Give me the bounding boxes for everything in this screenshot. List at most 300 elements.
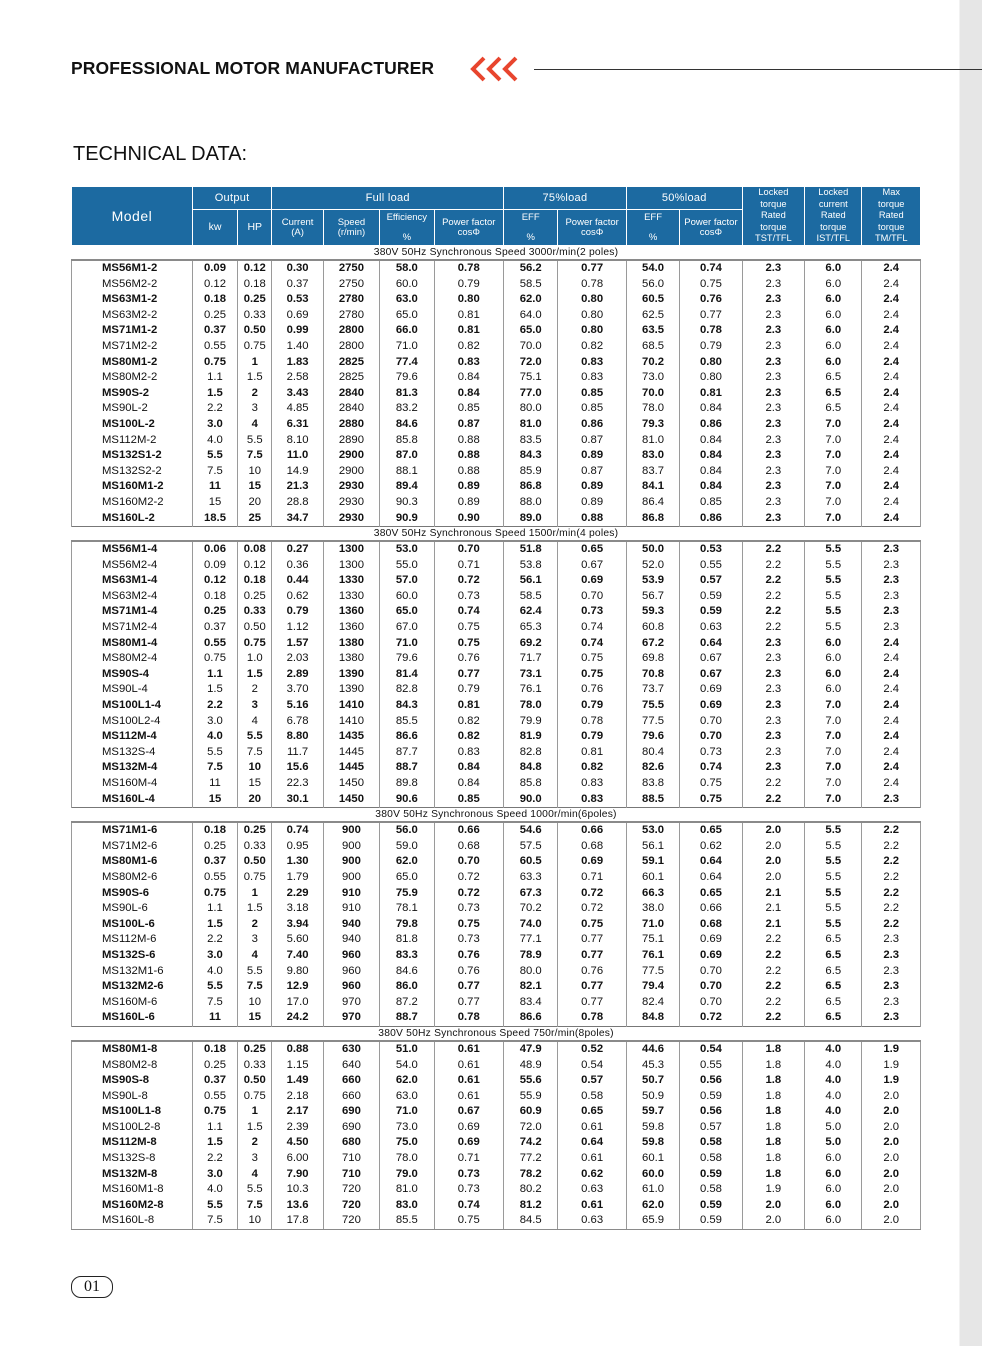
table-row [72,636,921,652]
header-current: Current (A) [272,210,323,246]
table-row [72,1073,921,1089]
value-cell: 0.59 [680,1213,742,1229]
value-cell: 47.9 [504,1041,558,1058]
value-cell: 5.5 [192,745,237,761]
value-cell: 2.18 [272,1089,323,1105]
value-cell: 17.8 [272,1213,323,1229]
value-cell: 2.4 [862,448,921,464]
value-cell: 0.70 [558,589,626,605]
value-cell: 0.85 [434,401,504,417]
value-cell: 0.73 [680,745,742,761]
value-cell: 7.0 [805,464,862,480]
model-cell: MS112M-8 [72,1135,193,1151]
value-cell: 0.85 [680,495,742,511]
value-cell: 0.86 [558,417,626,433]
section-header-row [72,246,921,261]
value-cell: 53.9 [626,573,679,589]
model-cell: MS80M1-6 [72,854,193,870]
value-cell: 0.72 [558,886,626,902]
value-cell: 0.79 [558,698,626,714]
value-cell: 0.70 [434,541,504,558]
value-cell: 85.8 [380,433,434,449]
value-cell: 81.2 [504,1198,558,1214]
value-cell: 2.3 [742,682,804,698]
value-cell: 2.4 [862,370,921,386]
model-cell: MS160L-2 [72,511,193,527]
value-cell: 1.5 [192,386,237,402]
value-cell: 17.0 [272,995,323,1011]
value-cell: 86.8 [504,479,558,495]
value-cell: 56.0 [626,277,679,293]
value-cell: 0.80 [558,292,626,308]
value-cell: 690 [323,1120,379,1136]
model-cell: MS112M-6 [72,932,193,948]
value-cell: 0.84 [434,370,504,386]
value-cell: 5.5 [238,1182,272,1198]
value-cell: 53.8 [504,558,558,574]
value-cell: 60.5 [626,292,679,308]
value-cell: 18.5 [192,511,237,527]
value-cell: 0.82 [558,760,626,776]
value-cell: 50.9 [626,1089,679,1105]
model-cell: MS71M2-6 [72,839,193,855]
value-cell: 2.3 [742,339,804,355]
value-cell: 78.9 [504,948,558,964]
value-cell: 0.58 [680,1182,742,1198]
value-cell: 0.64 [680,854,742,870]
value-cell: 83.2 [380,401,434,417]
value-cell: 2.3 [862,792,921,808]
value-cell: 4.0 [805,1058,862,1074]
value-cell: 50.0 [626,541,679,558]
value-cell: 2.3 [742,511,804,527]
table-row [72,1058,921,1074]
header-power-factor-full: Power factor cosΦ [434,210,504,246]
value-cell: 86.6 [504,1010,558,1026]
table-row [72,604,921,620]
value-cell: 75.0 [380,1135,434,1151]
value-cell: 10 [238,995,272,1011]
value-cell: 65.9 [626,1213,679,1229]
table-row [72,1089,921,1105]
value-cell: 0.69 [434,1135,504,1151]
value-cell: 1.8 [742,1104,804,1120]
value-cell: 3.0 [192,417,237,433]
value-cell: 65.0 [380,308,434,324]
value-cell: 2.4 [862,776,921,792]
value-cell: 2900 [323,464,379,480]
value-cell: 0.82 [558,339,626,355]
value-cell: 0.75 [192,1104,237,1120]
value-cell: 83.0 [626,448,679,464]
value-cell: 72.0 [504,1120,558,1136]
model-cell: MS56M1-4 [72,541,193,558]
value-cell: 2780 [323,308,379,324]
value-cell: 0.58 [680,1135,742,1151]
value-cell: 1.15 [272,1058,323,1074]
value-cell: 0.30 [272,260,323,277]
table-row [72,558,921,574]
value-cell: 3.70 [272,682,323,698]
table-row [72,386,921,402]
value-cell: 71.7 [504,651,558,667]
value-cell: 0.72 [680,1010,742,1026]
value-cell: 73.0 [380,1120,434,1136]
value-cell: 2.3 [742,308,804,324]
value-cell: 2.17 [272,1104,323,1120]
value-cell: 2.3 [862,932,921,948]
header-title: PROFESSIONAL MOTOR MANUFACTURER [71,58,435,78]
value-cell: 2.0 [862,1104,921,1120]
value-cell: 83.0 [380,1198,434,1214]
value-cell: 76.1 [626,948,679,964]
value-cell: 2.3 [862,573,921,589]
value-cell: 5.0 [805,1120,862,1136]
model-cell: MS112M-2 [72,433,193,449]
model-cell: MS63M2-4 [72,589,193,605]
value-cell: 62.0 [380,1073,434,1089]
value-cell: 0.87 [558,464,626,480]
value-cell: 2.4 [862,698,921,714]
value-cell: 0.74 [680,760,742,776]
value-cell: 5.16 [272,698,323,714]
value-cell: 0.78 [434,1010,504,1026]
value-cell: 0.81 [434,698,504,714]
value-cell: 0.75 [238,636,272,652]
value-cell: 34.7 [272,511,323,527]
value-cell: 82.4 [626,995,679,1011]
value-cell: 53.0 [626,822,679,839]
value-cell: 56.1 [626,839,679,855]
value-cell: 0.54 [558,1058,626,1074]
value-cell: 22.3 [272,776,323,792]
model-cell: MS80M1-8 [72,1041,193,1058]
value-cell: 0.95 [272,839,323,855]
value-cell: 0.77 [434,667,504,683]
table-row [72,370,921,386]
value-cell: 6.0 [805,667,862,683]
value-cell: 5.5 [805,558,862,574]
value-cell: 1 [238,1104,272,1120]
value-cell: 15 [238,776,272,792]
value-cell: 2.1 [742,901,804,917]
value-cell: 2.2 [192,932,237,948]
value-cell: 7.0 [805,433,862,449]
value-cell: 0.18 [238,573,272,589]
value-cell: 2.3 [742,277,804,293]
value-cell: 78.0 [504,698,558,714]
value-cell: 2.4 [862,495,921,511]
value-cell: 900 [323,822,379,839]
value-cell: 0.77 [558,979,626,995]
value-cell: 0.12 [238,558,272,574]
value-cell: 69.8 [626,651,679,667]
value-cell: 67.2 [626,636,679,652]
value-cell: 55.9 [504,1089,558,1105]
value-cell: 2.2 [742,620,804,636]
model-cell: MS90S-8 [72,1073,193,1089]
value-cell: 59.1 [626,854,679,870]
value-cell: 1445 [323,745,379,761]
value-cell: 51.0 [380,1041,434,1058]
value-cell: 0.50 [238,1073,272,1089]
value-cell: 6.0 [805,1167,862,1183]
section-title-cell: 380V 50Hz Synchronous Speed 1000r/min(6poles) [72,808,921,823]
value-cell: 0.69 [272,308,323,324]
table-row [72,651,921,667]
value-cell: 6.0 [805,682,862,698]
value-cell: 10 [238,1213,272,1229]
value-cell: 0.67 [434,1104,504,1120]
value-cell: 6.5 [805,386,862,402]
header-locked-torque: Locked torque Rated torque TST/TFL [742,187,804,246]
value-cell: 2890 [323,433,379,449]
value-cell: 2.0 [862,1135,921,1151]
header-kw: kw [192,210,237,246]
value-cell: 89.4 [380,479,434,495]
value-cell: 81.0 [380,1182,434,1198]
value-cell: 4.85 [272,401,323,417]
value-cell: 5.5 [238,964,272,980]
value-cell: 0.59 [680,589,742,605]
value-cell: 5.5 [805,604,862,620]
model-cell: MS132S-8 [72,1151,193,1167]
value-cell: 2.3 [742,729,804,745]
table-row [72,886,921,902]
value-cell: 0.77 [558,932,626,948]
value-cell: 88.7 [380,760,434,776]
table-row [72,964,921,980]
value-cell: 5.5 [805,839,862,855]
header-efficiency: Efficiency % [380,210,434,246]
value-cell: 0.25 [192,839,237,855]
header-50-load: 50%load [626,187,742,210]
value-cell: 90.9 [380,511,434,527]
value-cell: 7.5 [238,448,272,464]
value-cell: 0.50 [238,620,272,636]
value-cell: 75.9 [380,886,434,902]
value-cell: 6.5 [805,995,862,1011]
value-cell: 81.4 [380,667,434,683]
value-cell: 81.3 [380,386,434,402]
value-cell: 2.0 [862,1151,921,1167]
value-cell: 900 [323,870,379,886]
model-cell: MS160M-4 [72,776,193,792]
value-cell: 58.5 [504,277,558,293]
value-cell: 65.0 [504,323,558,339]
value-cell: 0.61 [558,1198,626,1214]
value-cell: 79.8 [380,917,434,933]
value-cell: 910 [323,886,379,902]
model-cell: MS71M2-2 [72,339,193,355]
value-cell: 0.88 [272,1041,323,1058]
table-row [72,948,921,964]
value-cell: 68.5 [626,339,679,355]
value-cell: 0.80 [558,323,626,339]
value-cell: 3 [238,401,272,417]
value-cell: 6.31 [272,417,323,433]
value-cell: 80.0 [504,964,558,980]
value-cell: 2.0 [862,1213,921,1229]
value-cell: 11 [192,1010,237,1026]
value-cell: 640 [323,1058,379,1074]
table-row [72,417,921,433]
value-cell: 80.0 [504,401,558,417]
value-cell: 77.1 [504,932,558,948]
value-cell: 1.1 [192,901,237,917]
model-cell: MS90L-2 [72,401,193,417]
model-cell: MS71M1-2 [72,323,193,339]
value-cell: 7.0 [805,448,862,464]
value-cell: 3 [238,932,272,948]
value-cell: 2825 [323,370,379,386]
table-row [72,1213,921,1229]
value-cell: 2825 [323,355,379,371]
value-cell: 0.84 [434,386,504,402]
value-cell: 900 [323,854,379,870]
value-cell: 2840 [323,401,379,417]
value-cell: 13.6 [272,1198,323,1214]
value-cell: 0.37 [192,323,237,339]
value-cell: 0.66 [558,822,626,839]
value-cell: 1.8 [742,1073,804,1089]
value-cell: 75.5 [626,698,679,714]
value-cell: 0.82 [434,729,504,745]
value-cell: 710 [323,1167,379,1183]
value-cell: 84.6 [380,964,434,980]
value-cell: 0.54 [680,1041,742,1058]
value-cell: 83.3 [380,948,434,964]
value-cell: 0.85 [558,401,626,417]
value-cell: 2.89 [272,667,323,683]
value-cell: 61.0 [626,1182,679,1198]
value-cell: 0.09 [192,558,237,574]
value-cell: 0.84 [680,464,742,480]
value-cell: 2.4 [862,745,921,761]
value-cell: 70.0 [504,339,558,355]
value-cell: 0.85 [558,386,626,402]
value-cell: 0.72 [434,886,504,902]
table-row [72,292,921,308]
model-cell: MS112M-4 [72,729,193,745]
value-cell: 2.2 [862,839,921,855]
value-cell: 11.0 [272,448,323,464]
value-cell: 0.18 [192,1041,237,1058]
value-cell: 80.4 [626,745,679,761]
value-cell: 2800 [323,323,379,339]
value-cell: 86.8 [626,511,679,527]
value-cell: 79.3 [626,417,679,433]
value-cell: 8.80 [272,729,323,745]
value-cell: 3.43 [272,386,323,402]
value-cell: 89.0 [504,511,558,527]
value-cell: 58.5 [504,589,558,605]
value-cell: 0.76 [558,964,626,980]
value-cell: 70.0 [626,386,679,402]
value-cell: 51.8 [504,541,558,558]
value-cell: 1.9 [862,1041,921,1058]
value-cell: 2.3 [742,448,804,464]
value-cell: 2.2 [192,401,237,417]
value-cell: 0.37 [192,1073,237,1089]
value-cell: 0.74 [434,604,504,620]
value-cell: 0.84 [680,479,742,495]
value-cell: 45.3 [626,1058,679,1074]
value-cell: 6.5 [805,948,862,964]
value-cell: 0.65 [680,886,742,902]
value-cell: 0.09 [192,260,237,277]
value-cell: 2.2 [742,792,804,808]
value-cell: 0.71 [434,558,504,574]
value-cell: 0.84 [434,776,504,792]
value-cell: 2.4 [862,386,921,402]
value-cell: 7.5 [238,979,272,995]
value-cell: 0.76 [434,651,504,667]
value-cell: 0.78 [434,260,504,277]
value-cell: 0.50 [238,854,272,870]
value-cell: 2.3 [742,401,804,417]
value-cell: 5.5 [805,541,862,558]
value-cell: 0.61 [434,1089,504,1105]
value-cell: 62.0 [380,854,434,870]
value-cell: 2.3 [742,260,804,277]
value-cell: 2930 [323,511,379,527]
value-cell: 0.69 [680,948,742,964]
value-cell: 5.0 [805,1135,862,1151]
value-cell: 0.76 [434,964,504,980]
value-cell: 0.88 [434,433,504,449]
table-row [72,682,921,698]
value-cell: 0.73 [434,932,504,948]
value-cell: 0.61 [558,1151,626,1167]
header-75-load: 75%load [504,187,627,210]
value-cell: 0.33 [238,604,272,620]
value-cell: 5.5 [805,573,862,589]
table-row [72,729,921,745]
value-cell: 11 [192,479,237,495]
value-cell: 2900 [323,448,379,464]
value-cell: 0.70 [680,729,742,745]
value-cell: 0.37 [192,620,237,636]
value-cell: 12.9 [272,979,323,995]
value-cell: 0.69 [434,1120,504,1136]
value-cell: 56.0 [380,822,434,839]
value-cell: 10 [238,464,272,480]
model-cell: MS63M2-2 [72,308,193,324]
value-cell: 84.3 [380,698,434,714]
value-cell: 1380 [323,636,379,652]
value-cell: 83.7 [626,464,679,480]
value-cell: 2880 [323,417,379,433]
value-cell: 78.1 [380,901,434,917]
model-cell: MS132S1-2 [72,448,193,464]
value-cell: 2930 [323,479,379,495]
value-cell: 0.79 [434,277,504,293]
value-cell: 710 [323,1151,379,1167]
value-cell: 1360 [323,604,379,620]
value-cell: 2.29 [272,886,323,902]
value-cell: 0.88 [434,448,504,464]
value-cell: 6.0 [805,1198,862,1214]
value-cell: 940 [323,932,379,948]
value-cell: 0.77 [434,995,504,1011]
table-row [72,323,921,339]
value-cell: 0.84 [434,760,504,776]
value-cell: 11 [192,776,237,792]
value-cell: 2.4 [862,260,921,277]
value-cell: 0.70 [434,854,504,870]
value-cell: 2 [238,682,272,698]
